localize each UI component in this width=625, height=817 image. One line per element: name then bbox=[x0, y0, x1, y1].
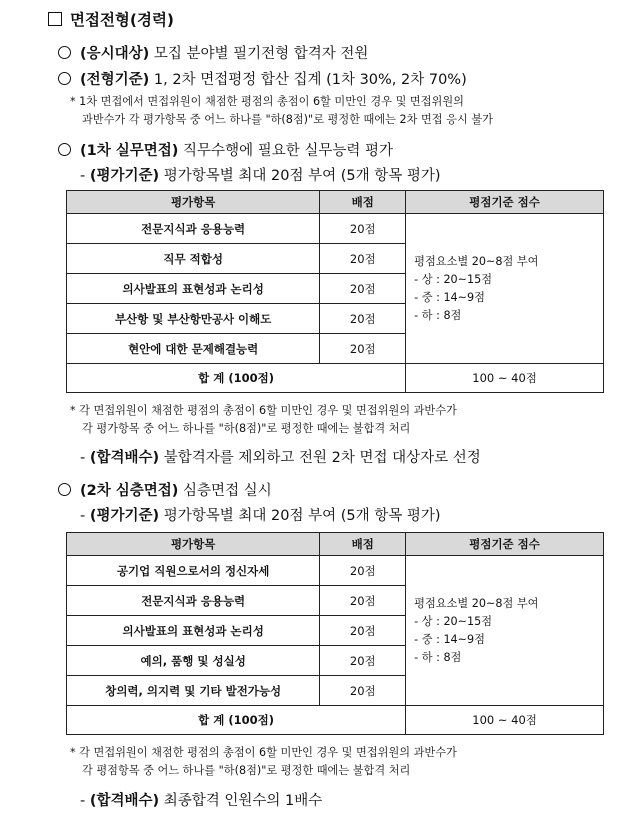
circle-bullet-icon bbox=[58, 483, 71, 496]
table-row: 전문지식과 응용능력 20점 bbox=[67, 586, 604, 616]
header-item: 평가항목 bbox=[67, 533, 320, 556]
second-interview-table bbox=[66, 532, 604, 735]
second-pass-ratio: - (합격배수) 최종합격 인원수의 1배수 bbox=[80, 793, 323, 809]
square-bullet-icon bbox=[48, 12, 62, 26]
second-eval-criteria: - (평가기준) 평가항목별 최대 20점 부여 (5개 항목 평가) bbox=[80, 508, 441, 524]
circle-bullet-icon bbox=[58, 72, 71, 85]
first-pass-ratio: - (합격배수) 불합격자를 제외하고 전원 2차 면접 대상자로 선정 bbox=[80, 450, 481, 466]
circle-bullet-icon bbox=[58, 143, 71, 156]
table-row: 의사발표의 표현성과 논리성 20점 bbox=[67, 616, 604, 646]
bullet-second-interview: (2차 심층면접) 심층면접 실시 bbox=[58, 479, 272, 500]
table-total-row: 합 계 (100점) 100 ~ 40점 bbox=[67, 706, 604, 735]
table-row: 현안에 대한 문제해결능력 20점 bbox=[67, 334, 604, 364]
table-row: 의사발표의 표현성과 논리성 20점 bbox=[67, 274, 604, 304]
criteria-cell: 평점요소별 20~8점 부여 - 상 : 20~15점 - 중 : 14~9점 - 하 : 8점 bbox=[406, 214, 604, 364]
header-score: 배점 bbox=[320, 533, 406, 556]
table-row: 부산항 및 부산항만공사 이해도 20점 bbox=[67, 304, 604, 334]
table-row: 예의, 품행 및 성실성 20점 bbox=[67, 646, 604, 676]
table-row: 직무 적합성 20점 bbox=[67, 244, 604, 274]
header-item: 평가항목 bbox=[67, 191, 320, 214]
first-eval-criteria: - (평가기준) 평가항목별 최대 20점 부여 (5개 항목 평가) bbox=[80, 168, 441, 184]
bullet-eligibility: (응시대상) 모집 분야별 필기전형 합격자 전원 bbox=[58, 42, 368, 63]
criteria-note-line2: 과반수가 각 평가항목 중 어느 하나를 "하(8점)"로 평정한 때에는 2차 면접 응시 불가 bbox=[82, 113, 493, 126]
second-note-line2: 각 평점항목 중 어느 하나를 "하(8점)"로 평정한 때에는 불합격 처리 bbox=[82, 764, 411, 777]
first-note-line2: 각 평가항목 중 어느 하나를 "하(8점)"로 평정한 때에는 불합격 처리 bbox=[82, 422, 411, 435]
table-row: 공기업 직원으로서의 정신자세 20점 평점요소별 20~8점 부여 - 상 : 20~15점 - 중 : 14~9점 - 하 : 8점 bbox=[67, 556, 604, 586]
header-criteria: 평점기준 점수 bbox=[406, 533, 604, 556]
table-total-row: 합 계 (100점) 100 ~ 40점 bbox=[67, 364, 604, 393]
first-note-line1: * 각 면접위원이 채점한 평점의 총점이 6할 미만인 경우 및 면접위원의 과반수가 bbox=[70, 404, 457, 417]
section-title: 면접전형(경력) bbox=[48, 8, 174, 30]
circle-bullet-icon bbox=[58, 46, 71, 59]
second-note-line1: * 각 면접위원이 채점한 평점의 총점이 6할 미만인 경우 및 면접위원의 과반수가 bbox=[70, 746, 457, 759]
first-interview-table bbox=[66, 190, 604, 393]
bullet-criteria: (전형기준) 1, 2차 면접평정 합산 집계 (1차 30%, 2차 70%) bbox=[58, 68, 467, 89]
header-criteria: 평점기준 점수 bbox=[406, 191, 604, 214]
header-score: 배점 bbox=[320, 191, 406, 214]
criteria-note-line1: * 1차 면접에서 면접위원이 채점한 평점의 총점이 6할 미만인 경우 및 면접위원의 bbox=[70, 95, 464, 108]
table-row: 창의력, 의지력 및 기타 발전가능성 20점 bbox=[67, 676, 604, 706]
table-row: 전문지식과 응용능력 20점 평점요소별 20~8점 부여 - 상 : 20~15점 - 중 : 14~9점 - 하 : 8점 bbox=[67, 214, 604, 244]
bullet-first-interview: (1차 실무면접) 직무수행에 필요한 실무능력 평가 bbox=[58, 139, 393, 160]
criteria-cell: 평점요소별 20~8점 부여 - 상 : 20~15점 - 중 : 14~9점 - 하 : 8점 bbox=[406, 556, 604, 706]
